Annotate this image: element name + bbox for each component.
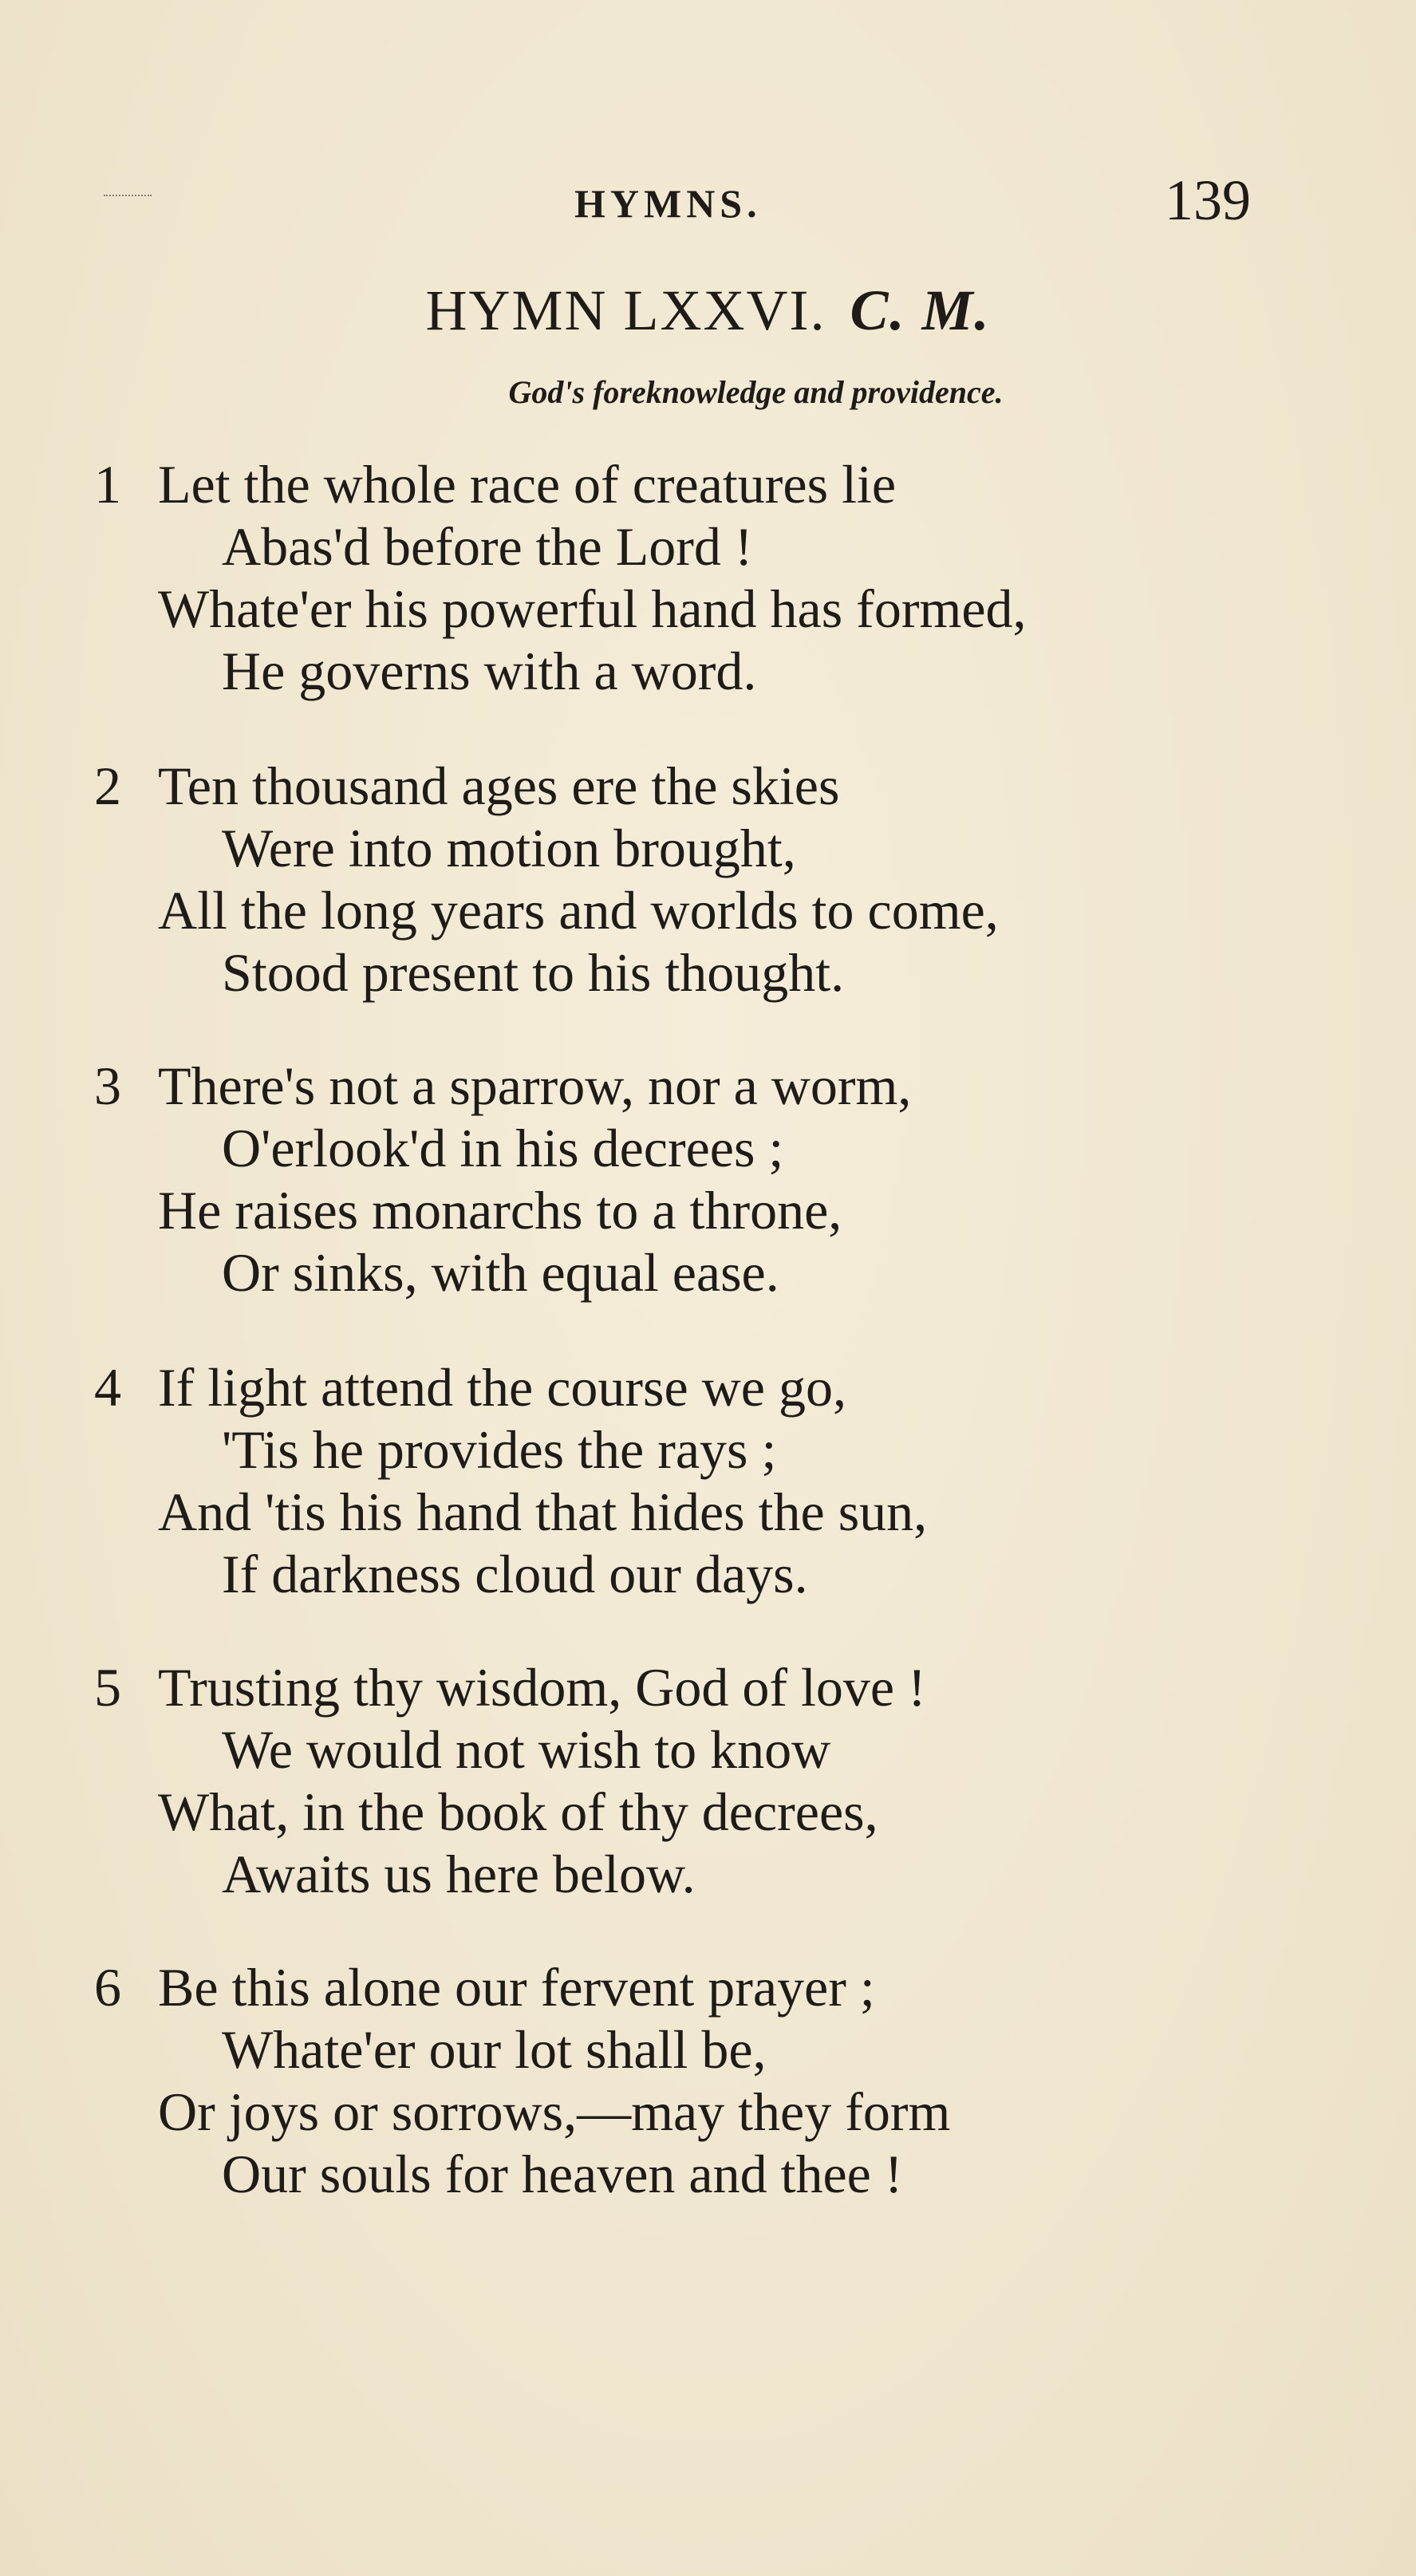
verse-line: And 'tis his hand that hides the sun,	[158, 1481, 928, 1542]
verse-line: Or sinks, with equal ease.	[222, 1242, 779, 1303]
verse-line: Whate'er his powerful hand has formed,	[158, 578, 1027, 639]
verse-line: Stood present to his thought.	[222, 942, 845, 1003]
stanza-number: 5	[94, 1657, 121, 1718]
verse-line: Whate'er our lot shall be,	[222, 2019, 767, 2080]
verse-line: Our souls for heaven and thee !	[222, 2144, 903, 2204]
verse-line: What, in the book of thy decrees,	[158, 1781, 878, 1842]
hymn-meter: C. M.	[850, 278, 991, 342]
hymn-subtitle: God's foreknowledge and providence.	[508, 374, 1004, 410]
stanza-number: 1	[94, 454, 121, 515]
stanza-number: 6	[94, 1957, 121, 2018]
verse-line: Were into motion brought,	[222, 818, 796, 878]
verse-line: Trusting thy wisdom, God of love !	[158, 1657, 926, 1718]
verse-line: 'Tis he provides the rays ;	[222, 1419, 777, 1480]
verse-line: If light attend the course we go,	[158, 1357, 846, 1418]
verse-line: Or joys or sorrows,—may they form	[158, 2081, 951, 2142]
stanza-number: 2	[94, 755, 121, 816]
running-head	[0, 168, 1416, 232]
verse-line: He governs with a word.	[222, 641, 757, 701]
verse-line: Be this alone our fervent prayer ;	[158, 1957, 875, 2018]
verse-line: There's not a sparrow, nor a worm,	[158, 1055, 912, 1116]
stanza-number: 3	[94, 1055, 121, 1116]
running-title: HYMNS.	[574, 181, 762, 226]
verse-line: Awaits us here below.	[222, 1844, 696, 1904]
hymn-title	[0, 278, 1416, 344]
verse-line: O'erlook'd in his decrees ;	[222, 1118, 784, 1178]
verse-line: Ten thousand ages ere the skies	[158, 755, 840, 816]
stanza-number: 4	[94, 1357, 121, 1418]
hymn-number: HYMN LXXVI.	[425, 278, 826, 342]
page-number: 139	[1165, 168, 1251, 232]
verse-line: He raises monarchs to a throne,	[158, 1180, 842, 1241]
verse-line: If darkness cloud our days.	[222, 1544, 808, 1604]
verse-line: All the long years and worlds to come,	[158, 880, 999, 941]
verse-line: Let the whole race of creatures lie	[158, 454, 897, 515]
verse-line: We would not wish to know	[222, 1719, 831, 1780]
verse-line: Abas'd before the Lord !	[222, 516, 753, 577]
